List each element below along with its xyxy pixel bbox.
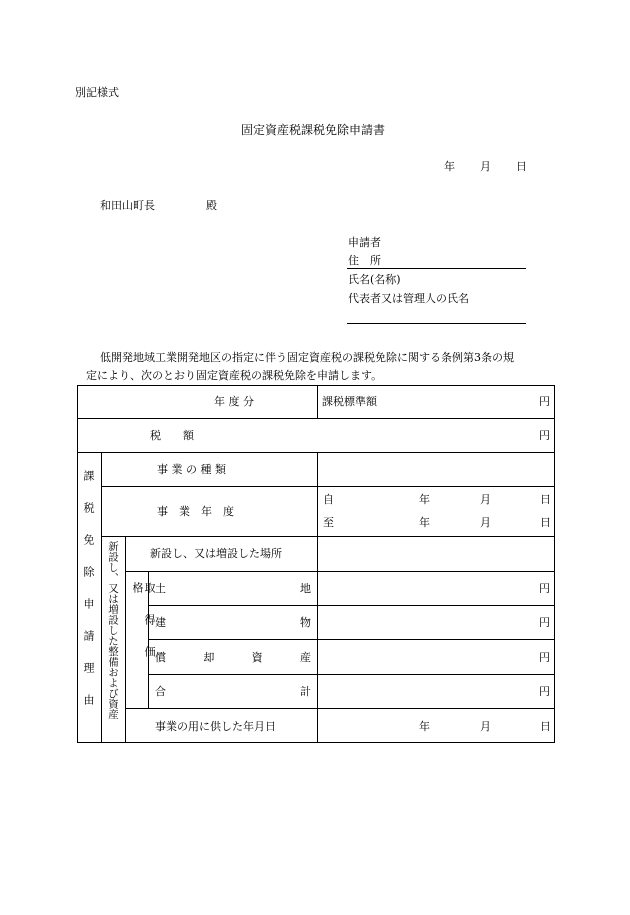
applicant-address-label: 住 所 (348, 254, 381, 267)
date-day-label: 日 (516, 160, 527, 173)
body-text-line1: 低開発地域工業開発地区の指定に伴う固定資産税の課税免除に関する条例第3条の規 (100, 351, 514, 364)
from-year-label: 年 (419, 493, 430, 506)
date-month-label: 月 (480, 160, 491, 173)
exemption-reason-label: 課税免除申請理由 (82, 470, 95, 726)
building-label: 建 物 (155, 616, 311, 629)
honorific-label: 殿 (206, 199, 217, 212)
form-title: 固定資産税課税免除申請書 (241, 123, 386, 137)
table-line (125, 571, 555, 572)
land-yen: 円 (539, 582, 550, 595)
depreciable-assets-label: 償 却 資 産 (155, 651, 311, 664)
table-line (77, 418, 555, 419)
table-line (101, 486, 555, 487)
tax-base-label: 課税標準額 (322, 395, 377, 408)
table-line (77, 452, 555, 453)
total-label: 合 計 (155, 685, 311, 698)
form-number-label: 別記様式 (75, 86, 119, 99)
body-text-line2: 定により、次のとおり固定資産税の課税免除を申請します。 (86, 369, 383, 382)
business-year-from-label: 自 (323, 493, 334, 506)
business-year-to-label: 至 (323, 516, 334, 529)
to-month-label: 月 (480, 516, 491, 529)
table-line (125, 708, 555, 709)
table-line (101, 536, 555, 537)
address-underline[interactable] (347, 268, 526, 269)
from-month-label: 月 (480, 493, 491, 506)
new-facility-label: 新設し、又は増設した整備および資産 (107, 541, 119, 720)
business-type-label: 事 業 の 種 類 (157, 463, 226, 476)
table-line (148, 674, 555, 675)
representative-label: 代表者又は管理人の氏名 (348, 292, 469, 305)
date-year-label: 年 (444, 160, 455, 173)
fiscal-year-label: 年 度 分 (214, 395, 254, 408)
building-yen: 円 (539, 616, 550, 629)
applicant-name-label: 氏名(名称) (348, 273, 401, 286)
table-line (101, 452, 102, 743)
business-year-label: 事 業 年 度 (157, 505, 234, 518)
table-line (148, 639, 555, 640)
use-date-day-label: 日 (540, 720, 551, 733)
new-facility-location-label: 新設し、又は増設した場所 (150, 547, 282, 560)
applicant-heading: 申請者 (348, 236, 381, 249)
business-use-date-label: 事業の用に供した年月日 (155, 720, 276, 733)
table-line (148, 605, 555, 606)
land-label: 土 地 (155, 582, 311, 595)
use-date-year-label: 年 (419, 720, 430, 733)
total-yen: 円 (539, 685, 550, 698)
to-day-label: 日 (540, 516, 551, 529)
addressee-label: 和田山町長 (100, 199, 155, 212)
tax-base-yen: 円 (539, 395, 550, 408)
use-date-month-label: 月 (480, 720, 491, 733)
tax-amount-label: 税 額 (150, 429, 194, 442)
table-line (317, 385, 318, 418)
from-day-label: 日 (540, 493, 551, 506)
representative-underline[interactable] (347, 323, 526, 324)
table-line (317, 452, 318, 743)
tax-amount-yen: 円 (539, 429, 550, 442)
table-line (125, 536, 126, 743)
acquisition-cost-label: 取得価格 (131, 582, 156, 678)
to-year-label: 年 (419, 516, 430, 529)
depreciable-assets-yen: 円 (539, 651, 550, 664)
